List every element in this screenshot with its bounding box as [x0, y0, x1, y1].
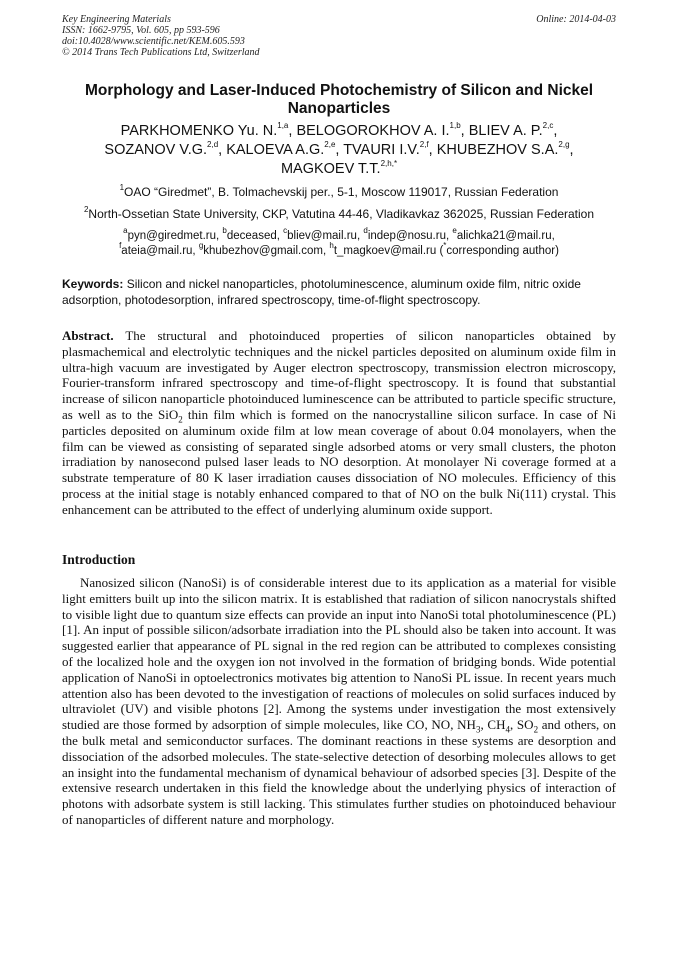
abstract-label: Abstract.	[62, 328, 114, 343]
author-name: KHUBEZHOV S.A.	[436, 142, 559, 158]
author-sup: 2,e	[324, 140, 336, 150]
journal-issn: ISSN: 1662-9795, Vol. 605, pp 593-596	[62, 25, 220, 36]
author-sup: 2,d	[207, 140, 219, 150]
author-name: SOZANOV V.G.	[104, 142, 208, 158]
email-list: $^a$pyn@giredmet.ru, $^b$deceased, $^c$bliev@mail.ru, $^d$indep@nosu.ru, $^e$alichka21@mail.ru, $^f$ateia@mail.ru, $^g$khubezhov@gmail.com, $^h$t_magkoev@mail.ru (*corresponding author)	[119, 226, 559, 257]
author-name: PARKHOMENKO Yu. N.	[120, 123, 278, 139]
section-heading: Introduction	[62, 552, 136, 567]
email-link[interactable]: bliev@mail.ru	[287, 230, 357, 242]
author-sup: 1,a	[277, 121, 289, 131]
author-name: BELOGOROKHOV A. I.	[296, 123, 450, 139]
author-sup: 1,b	[449, 121, 461, 131]
author-sup: 2,c	[542, 121, 554, 131]
email-link[interactable]: alichka21@mail.ru	[456, 230, 552, 242]
author-name: MAGKOEV T.T.	[280, 161, 381, 177]
email-link[interactable]: khubezhov@gmail.com	[203, 245, 323, 257]
email-link[interactable]: t_magkoev@mail.ru	[333, 245, 437, 257]
keywords-label: Keywords:	[62, 277, 124, 291]
online-date: Online: 2014-04-03	[536, 14, 616, 25]
affiliation-2: $^2$North-Ossetian State University, CKP, Vatutina 44-46, Vladikavkaz 362025, Russian Federation	[83, 205, 595, 221]
keywords	[62, 277, 616, 308]
journal-doi[interactable]: doi:10.4028/www.scientific.net/KEM.605.593	[62, 36, 245, 47]
journal-header	[62, 14, 616, 58]
author-name: BLIEV A. P.	[468, 123, 543, 139]
journal-name: Key Engineering Materials	[62, 14, 171, 25]
journal-copyright: © 2014 Trans Tech Publications Ltd, Switzerland	[62, 47, 260, 58]
keywords-text: Silicon and nickel nanoparticles, photoluminescence, aluminum oxide film, nitric oxide adsorption, photodesorption, infrared spectroscopy, time-of-flight spectroscopy.	[62, 277, 581, 307]
email-link[interactable]: indep@nosu.ru	[367, 230, 446, 242]
corresponding-note: corresponding author	[446, 245, 556, 257]
author-sup: 2,g	[558, 140, 570, 150]
author-list: PARKHOMENKO Yu. N.$^{1,a}$, BELOGOROKHOV A. I.$^{1,b}$, BLIEV A. P.$^{2,c}$, SOZANOV V.G.$^{2,d}$, KALOEVA A.G.$^{2,e}$, TVAURI I.V.$^{2,f}$, KHUBEZHOV S.A.$^{2,g}$, MAGKOEV T.T.$^{2,h,*}$	[104, 121, 574, 177]
email-note: deceased	[226, 230, 277, 242]
email-link[interactable]: ateia@mail.ru	[121, 245, 193, 257]
author-sup: 2,h,*	[380, 159, 398, 169]
abstract: Abstract. The structural and photoinduced properties of silicon nanoparticles obtained by plasmachemical and electrolytic techniques and the nickel particles deposited on aluminum oxide film in ultra-high vacuum are investigated by Auger electron spectroscopy, transmission electron microscopy, Fourier-transform infrared spectroscopy and time-of-flight spectroscopy. It is found that substantial increase of silicon nanoparticle photoinduced luminescence can be attributed to particle specific structure, as well as to the SiO$_2$ thin film which is formed on the nanocrystalline silicon surface. In case of Ni particles deposited on aluminum oxide film at low mean coverage of about 0.04 monolayers, when the film can be viewed as consisting of separated single adsorbed atoms or very small clusters, the photon irradiation by nanosecond pulsed laser leads to NO desorption. At monolayer Ni coverage formed at a substrate temperature of 80 K laser irradiation causes dissociation of NO molecules. Efficiency of this process at the initial stage is notably enhanced compared to that of NO on the bulk Ni(111) crystal. This enhancement can be attributed to the effect of underlying aluminum oxide support.	[62, 328, 617, 517]
email-link[interactable]: pyn@giredmet.ru	[127, 230, 217, 242]
paper-title: Morphology and Laser-Induced Photochemistry of Silicon and Nickel Nanoparticles	[84, 82, 594, 117]
author-name: KALOEVA A.G.	[226, 142, 325, 158]
author-name: TVAURI I.V.	[343, 142, 420, 158]
affiliation-1: $^1$OAO “Giredmet”, B. Tolmachevskij per., 5-1, Moscow 119017, Russian Federation	[119, 183, 559, 199]
author-sup: 2,f	[419, 140, 429, 150]
introduction-paragraph: Nanosized silicon (NanoSi) is of considerable interest due to its application as a material for visible light emitters built up into the silicon matrix. It is established that radiation of silicon nanocrystals shifted to visible light due to quantum size effects can provide an input into NanoSi total photoluminescence (PL) [1]. An input of possible silicon/adsorbate irradiation into the PL should also be taken into account. It was suggested earlier that appearance of PL signal in the red region can be attributed to complexes consisting of the localized hole and the oxygen ion not involved in the formation of bridging bonds. Wide potential application of NanoSi in optoelectronics motivates big attention to NanoSi PL issue. In recent years much attention also has been devoted to the investigation of reactions of molecules on solid surfaces induced by ultraviolet (UV) and visible photons [2]. Among the systems under investigation the most extensively studied are those formed by adsorption of simple molecules, like CO, NO, $NH_3$, $CH_4$, $SO_2$ and others, on the bulk metal and semiconductor surfaces. The dominant reactions in these systems are desorption and dissociation of the adsorbed molecules. The state-selective detection of desorbing molecules allows to get an insight into the fundamental mechanism of dynamical behaviour of adsorbed species [3]. Despite of the extensive research undertaken in this field the knowledge about the underlying physics of interaction of photons with adsorbate system is still lacking. This stimulates further studies on photoinduced behaviour of nanoparticles of different nature and morphology.	[62, 575, 617, 827]
